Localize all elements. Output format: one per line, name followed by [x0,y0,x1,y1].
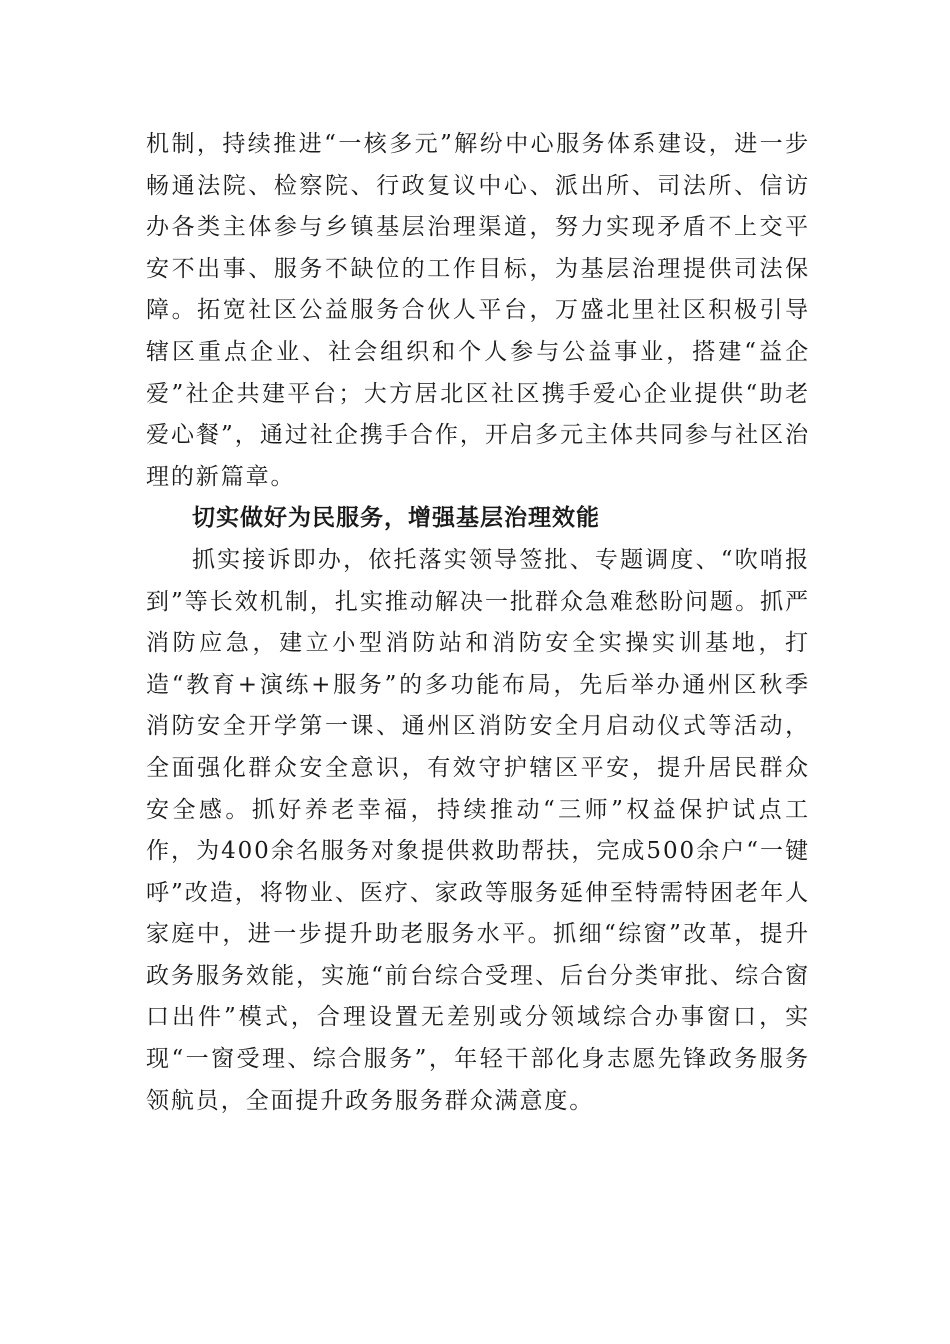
body-paragraph: 抓实接诉即办，依托落实领导签批、专题调度、“吹哨报到”等长效机制，扎实推动解决一批群众急难愁盼问题。抓严消防应急，建立小型消防站和消防安全实操实训基地，打造“教育+演练+服务”的多功能布局，先后举办通州区秋季消防安全开学第一课、通州区消防安全月启动仪式等活动，全面强化群众安全意识，有效守护辖区平安，提升居民群众安全感。抓好养老幸福，持续推动“三师”权益保护试点工作，为400余名服务对象提供救助帮扶，完成500余户“一键呼”改造，将物业、医疗、家政等服务延伸至特需特困老年人家庭中，进一步提升助老服务水平。抓细“综窗”改革，提升政务服务效能，实施“前台综合受理、后台分类审批、综合窗口出件”模式，合理设置无差别或分领域综合办事窗口，实现“一窗受理、综合服务”，年轻干部化身志愿先锋政务服务领航员，全面提升政务服务群众满意度。 [146,546,810,1114]
body-paragraph-continued: 机制，持续推进“一核多元”解纷中心服务体系建设，进一步畅通法院、检察院、行政复议中心、派出所、司法所、信访办各类主体参与乡镇基层治理渠道，努力实现矛盾不上交平安不出事、服务不缺位的工作目标，为基层治理提供司法保障。拓宽社区公益服务合伙人平台，万盛北里社区积极引导辖区重点企业、社会组织和个人参与公益事业，搭建“益企爱”社企共建平台；大方居北区社区携手爱心企业提供“助老爱心餐”，通过社企携手合作，开启多元主体共同参与社区治理的新篇章。 [146,131,810,490]
document-body [146,124,810,1122]
section-heading: 切实做好为民服务，增强基层治理效能 [192,505,600,532]
